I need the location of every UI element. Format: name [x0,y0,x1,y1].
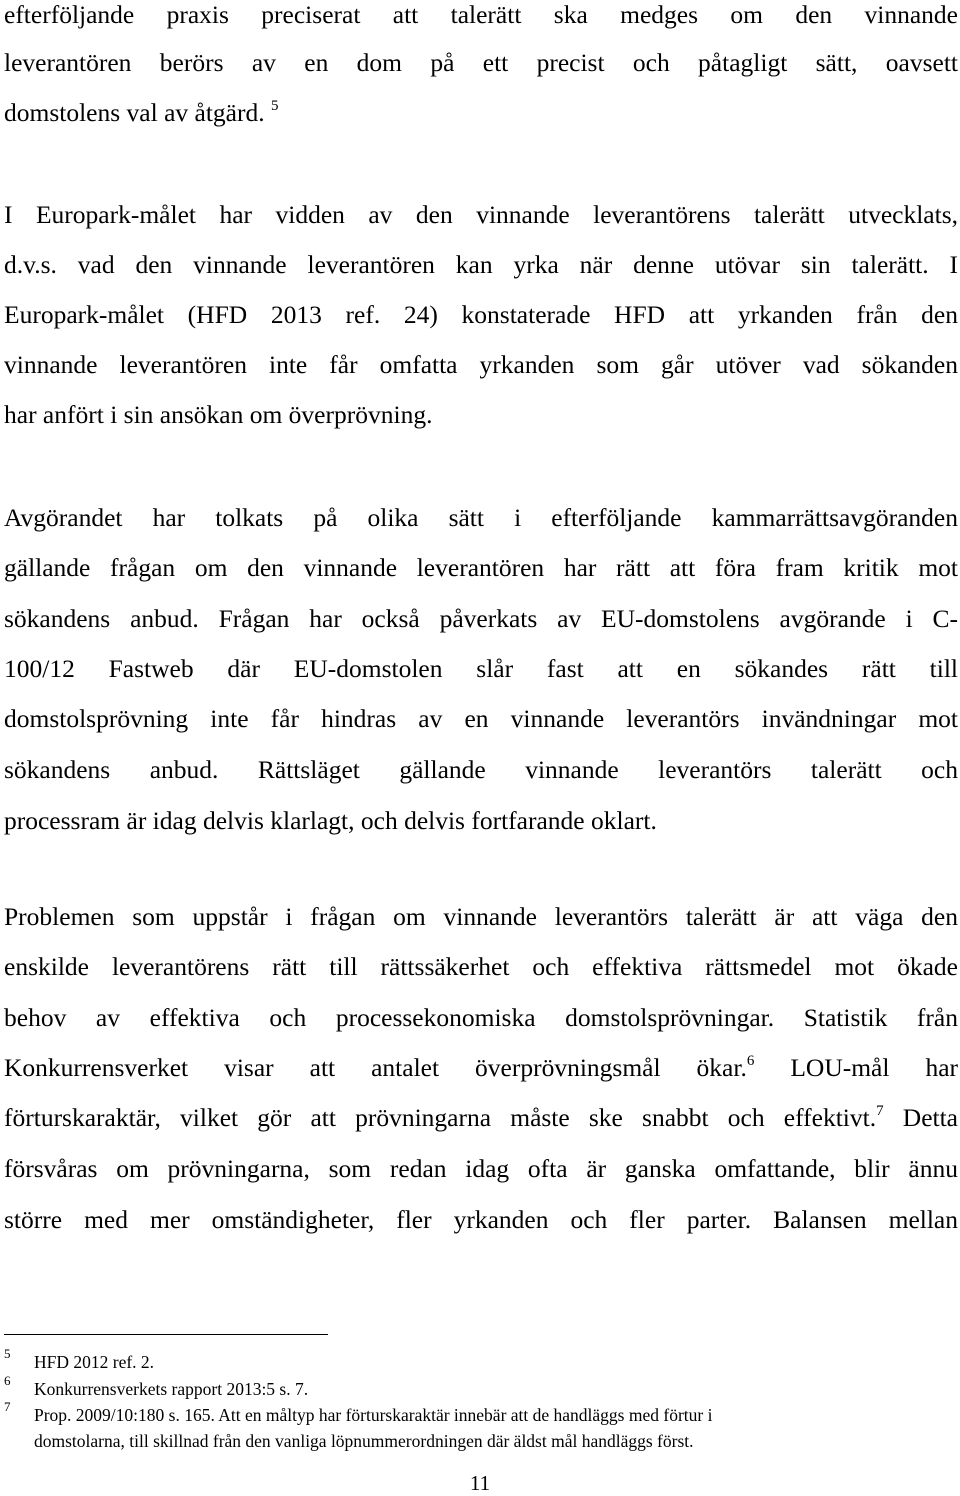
footnote-number: 6 [4,1373,11,1388]
footnote-divider [4,1334,328,1335]
footnote-number: 5 [4,1346,11,1361]
body-line: leverantören berörs av en dom på ett precist och påtagligt sätt, oavsett [4,48,958,77]
body-line: behov av effektiva och processekonomiska domstolsprövningar. Statistik från [4,1003,958,1032]
body-line: gällande frågan om den vinnande leverantören har rätt att föra fram kritik mot [4,553,958,582]
body-line: större med mer omständigheter, fler yrkanden och fler parter. Balansen mellan [4,1205,958,1234]
body-line: sökandens anbud. Frågan har också påverkats av EU-domstolens avgörande i C- [4,604,958,633]
body-line: Europark-målet (HFD 2013 ref. 24) konstaterade HFD att yrkanden från den [4,300,958,329]
footnote-text: domstolarna, till skillnad från den vanliga löpnummerordningen där äldst mål handläggs först. [34,1431,694,1451]
footnote-ref: 7 [876,1103,884,1119]
footnote-ref: 5 [270,98,279,114]
body-line: Problemen som uppstår i frågan om vinnande leverantörs talerätt är att väga den [4,902,958,931]
footnote-number: 7 [4,1399,11,1414]
footnote-text: Konkurrensverkets rapport 2013:5 s. 7. [34,1379,309,1399]
body-line: enskilde leverantörens rätt till rättssäkerhet och effektiva rättsmedel mot ökade [4,952,958,981]
body-line: domstolsprövning inte får hindras av en vinnande leverantörs invändningar mot [4,704,958,733]
body-line: vinnande leverantören inte får omfatta yrkanden som går utöver vad sökanden [4,350,958,379]
body-line: Avgörandet har tolkats på olika sätt i efterföljande kammarrättsavgöranden [4,503,958,532]
body-line: försvåras om prövningarna, som redan idag ofta är ganska omfattande, blir ännu [4,1154,958,1183]
footnote-ref: 6 [746,1053,755,1069]
body-line: processram är idag delvis klarlagt, och delvis fortfarande oklart. [4,806,657,835]
body-line: sökandens anbud. Rättsläget gällande vinnande leverantörs talerätt och [4,755,958,784]
footnote-text: Prop. 2009/10:180 s. 165. Att en måltyp har förturskaraktär innebär att de handläggs med förtur i [34,1405,713,1425]
body-line: I Europark-målet har vidden av den vinnande leverantörens talerätt utvecklats, [4,200,958,229]
page-number: 11 [469,1471,491,1495]
body-line: har anfört i sin ansökan om överprövning. [4,400,433,429]
body-line: efterföljande praxis preciserat att talerätt ska medges om den vinnande [4,0,958,29]
body-line: domstolens val av åtgärd. $^5$ [4,98,279,127]
body-line: d.v.s. vad den vinnande leverantören kan yrka när denne utövar sin talerätt. I [4,250,958,279]
footnote-text: HFD 2012 ref. 2. [34,1352,155,1372]
body-line: Konkurrensverket visar att antalet överprövningsmål ökar.$^6$ LOU-mål har [4,1053,959,1082]
body-line: 100/12 Fastweb där EU-domstolen slår fast att en sökandes rätt till [4,654,958,683]
body-line: förturskaraktär, vilket gör att prövningarna måste ske snabbt och effektivt.$^7$ Detta [4,1103,959,1132]
